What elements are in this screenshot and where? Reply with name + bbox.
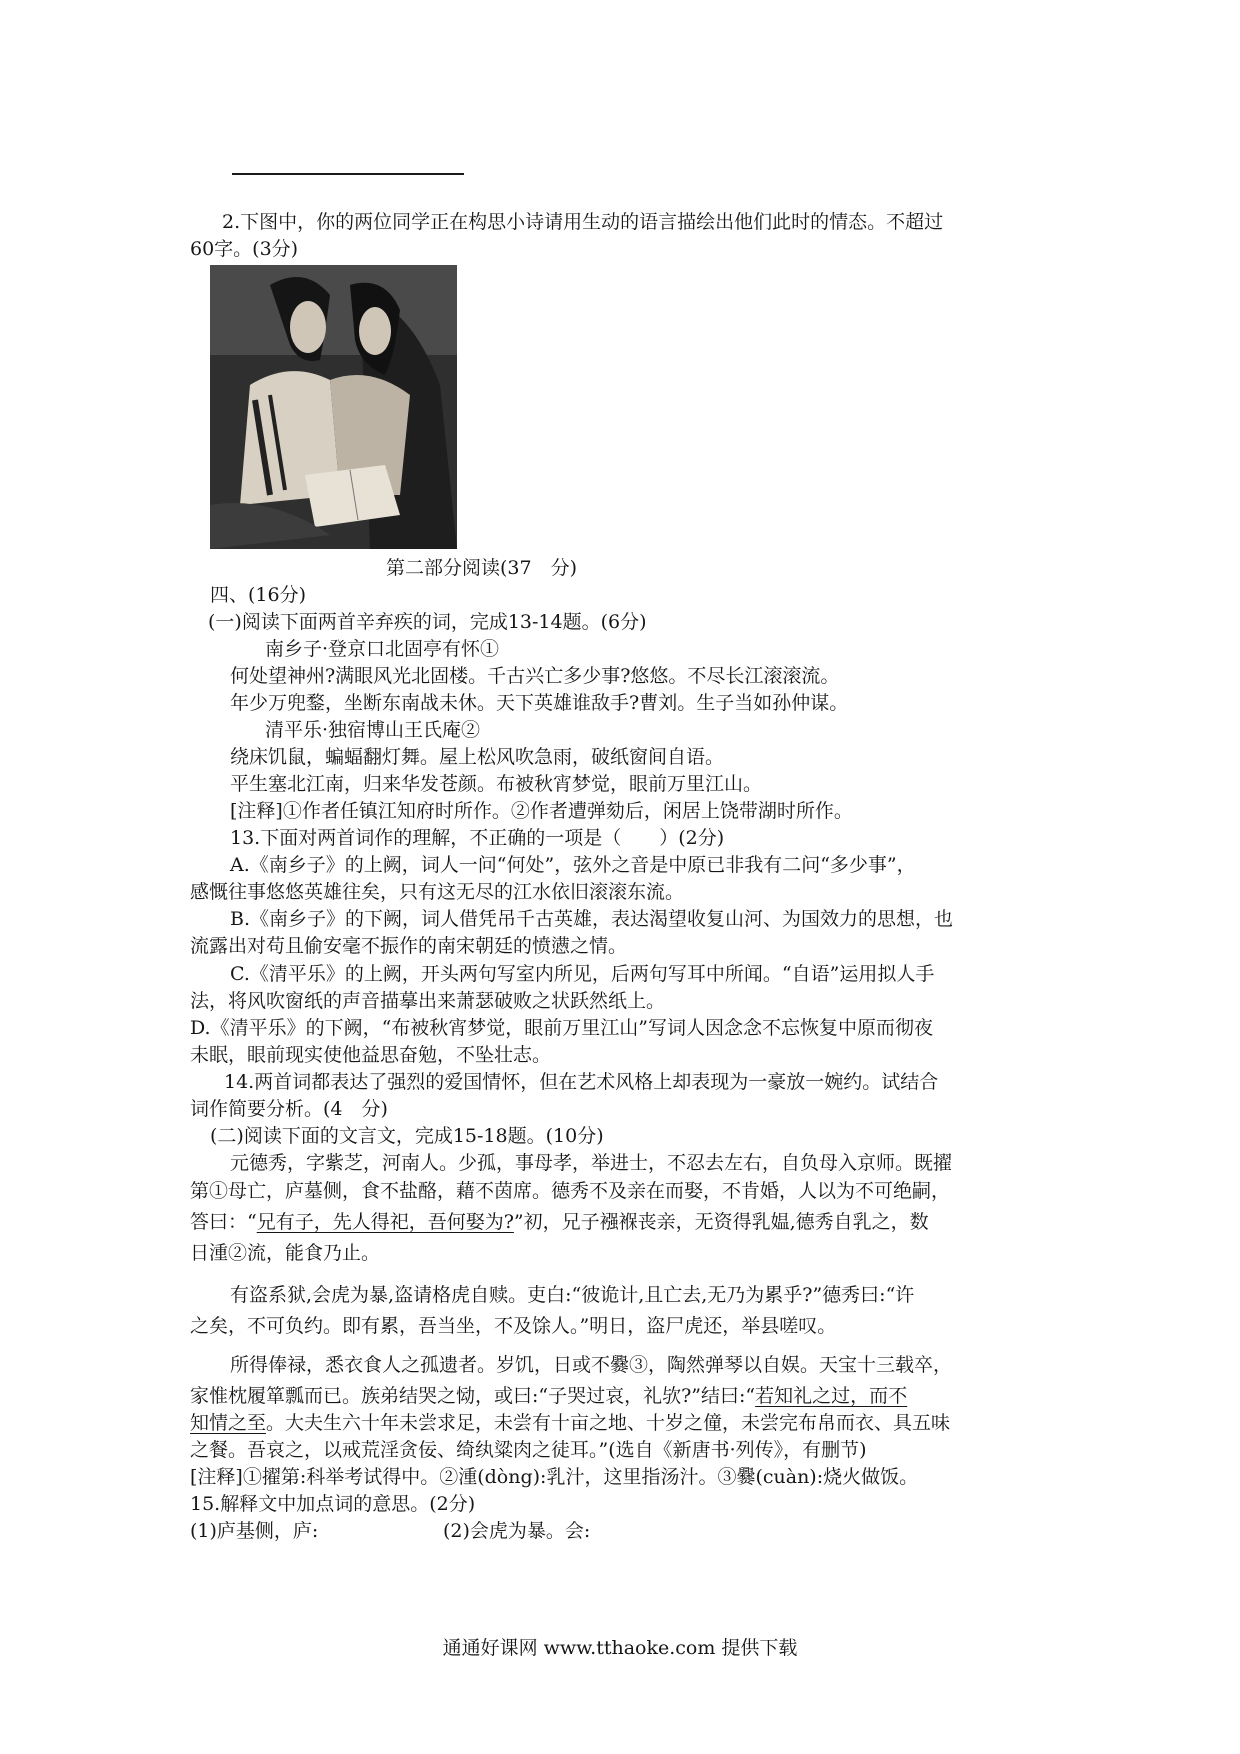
classical-p3-line-3 — [190, 1411, 950, 1435]
classical-p1-line-1: 元德秀，字紫芝，河南人。少孤，事母孝，举进士，不忍去左右，自负母入京师。既擢 — [230, 1152, 953, 1174]
poem-2-line-1: 绕床饥鼠，蝙蝠翻灯舞。屋上松风吹急雨，破纸窗间自语。 — [230, 746, 725, 768]
classical-p3-line-4: 之餐。吾哀之，以戒荒淫贪佞、绮纨粱肉之徒耳。”(选自《新唐书·列传》，有删节) — [190, 1439, 867, 1461]
underlined-sentence-2b: 知情之至 — [190, 1412, 267, 1434]
illustration-two-students-writing — [210, 265, 457, 549]
classical-p1-line-2: 第①母亡，庐墓侧，食不盐酪，藉不茵席。德秀不及亲在而娶，不肯婚，人以为不可绝嗣， — [190, 1180, 951, 1202]
classical-p2-line-2: 之矣，不可负约。即有累，吾当坐，不及馀人。”明日，盗尸虎还，举县嗟叹。 — [190, 1315, 837, 1337]
classical-p3-line-1: 所得俸禄，悉衣食人之孤遗者。岁饥，日或不爨③，陶然弹琴以自娱。天宝十三载卒， — [230, 1354, 953, 1376]
classical-p1-line-4: 日湩②流，能食乃止。 — [190, 1242, 381, 1264]
classical-p1-line-3-start: 答曰：“ — [190, 1211, 257, 1233]
poem-1-line-1: 何处望神州?满眼风光北固楼。千古兴亡多少事?悠悠。不尽长江滚滚流。 — [230, 665, 840, 687]
question-15-item-2: (2)会虎为暴。会: — [443, 1520, 591, 1542]
poem-1-title: 南乡子·登京口北固亭有怀① — [265, 638, 500, 660]
question-13-option-c-2: 法，将风吹窗纸的声音描摹出来萧瑟破败之状跃然纸上。 — [190, 990, 666, 1012]
question-13-option-b-2: 流露出对苟且偷安毫不振作的南宋朝廷的愤懑之情。 — [190, 935, 628, 957]
question-13-option-a-1: A.《南乡子》的上阙，词人一问“何处”，弦外之音是中原已非我有二问“多少事”， — [230, 854, 916, 876]
classical-p3-line-3-end: 。大夫生六十年未尝求足，未尝有十亩之地、十岁之僮，未尝完布帛而衣、具五味 — [266, 1412, 951, 1434]
poem-1-line-2: 年少万兜鍪，坐断东南战未休。天下英雄谁敌手?曹刘。生子当如孙仲谋。 — [230, 692, 849, 714]
poems-note: [注释]①作者任镇江知府时所作。②作者遭弹劾后，闲居上饶带湖时所作。 — [230, 800, 853, 822]
classical-p1-line-3 — [190, 1210, 929, 1234]
section-title: 第二部分阅读(37 分) — [386, 557, 578, 579]
question-2-line-1: 2.下图中，你的两位同学正在构思小诗请用生动的语言描绘出他们此时的情态。不超过 — [222, 211, 944, 233]
question-14-line-2: 词作简要分析。(4 分) — [190, 1098, 388, 1120]
illustration-image — [210, 265, 457, 549]
poem-2-title: 清平乐·独宿博山王氏庵② — [265, 719, 481, 741]
classical-p3-line-2-start: 家惟枕履箪瓢而已。族弟结哭之恸，或曰:“子哭过哀，礼欤?”结曰:“ — [190, 1385, 756, 1407]
question-13-option-d-1: D.《清平乐》的下阙，“布被秋宵梦觉，眼前万里江山”写词人因念念不忘恢复中原而彻夜 — [190, 1017, 934, 1039]
poems-intro: (一)阅读下面两首辛弃疾的词，完成13-14题。(6分) — [208, 611, 647, 633]
page-footer: 通通好课网 www.tthaoke.com 提供下载 — [442, 1637, 798, 1659]
question-2-line-2: 60字。(3分) — [190, 238, 299, 260]
classical-intro: (二)阅读下面的文言文，完成15-18题。(10分) — [210, 1125, 604, 1147]
classical-p3-line-2 — [190, 1384, 907, 1408]
underlined-sentence-1: 兄有子，先人得祀，吾何娶为? — [256, 1211, 514, 1233]
answer-blank-line — [232, 173, 464, 175]
question-15-stem: 15.解释文中加点词的意思。(2分) — [190, 1493, 476, 1515]
question-13-option-b-1: B.《南乡子》的下阙，词人借凭吊千古英雄，表达渴望收复山河、为国效力的思想，也 — [230, 908, 954, 930]
question-13-option-a-2: 感慨往事悠悠英雄往矣，只有这无尽的江水依旧滚滚东流。 — [190, 881, 685, 903]
classical-p1-line-3-end: ”初，兄子襁褓丧亲，无资得乳媪,德秀自乳之，数 — [513, 1211, 929, 1233]
question-14-line-1: 14.两首词都表达了强烈的爱国情怀，但在艺术风格上却表现为一豪放一婉约。试结合 — [224, 1071, 939, 1093]
part-four-heading: 四、(16分) — [210, 584, 307, 606]
classical-note: [注释]①擢第:科举考试得中。②湩(dòng):乳汁，这里指汤汁。③爨(cuàn):烧火做饭。 — [190, 1466, 919, 1488]
poem-2-line-2: 平生塞北江南，归来华发苍颜。布被秋宵梦觉，眼前万里江山。 — [230, 773, 763, 795]
question-13-option-c-1: C.《清平乐》的上阙，开头两句写室内所见，后两句写耳中所闻。“自语”运用拟人手 — [230, 963, 935, 985]
question-13-option-d-2: 未眠，眼前现实使他益思奋勉，不坠壮志。 — [190, 1044, 552, 1066]
classical-p2-line-1: 有盗系狱,会虎为暴,盗请格虎自赎。吏白:“彼诡计,且亡去,无乃为累乎?”德秀曰:“许 — [230, 1284, 915, 1306]
question-13-stem: 13.下面对两首词作的理解，不正确的一项是（ ）(2分) — [230, 827, 725, 849]
question-15-item-1: (1)庐基侧，庐: — [190, 1520, 319, 1542]
underlined-sentence-2a: 若知礼之过，而不 — [755, 1385, 908, 1407]
